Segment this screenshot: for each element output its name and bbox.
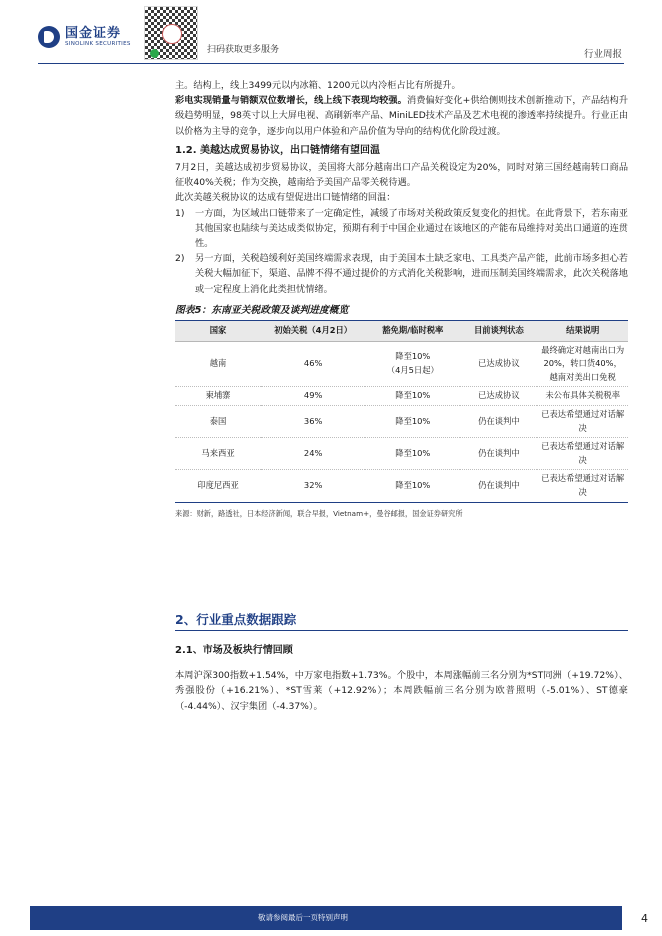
qr-center-logo-icon xyxy=(162,24,182,44)
column-header: 初始关税（4月2日） xyxy=(261,321,365,341)
table-row xyxy=(175,438,628,470)
list-number: 1) xyxy=(175,207,185,219)
list-item xyxy=(175,206,628,252)
cell-status: 已达成协议 xyxy=(460,341,537,387)
logo-text-cn: 国金证券 xyxy=(65,25,122,41)
column-header: 结果说明 xyxy=(537,321,628,341)
cell-country: 马来西亚 xyxy=(175,438,261,470)
paragraph-lead: 彩电实现销量与销额双位数增长，线上线下表现均较强。 xyxy=(175,95,407,107)
cell-status: 已达成协议 xyxy=(460,387,537,406)
cell-result: 已表达希望通过对话解决 xyxy=(537,470,628,502)
cell-status: 仍在谈判中 xyxy=(460,470,537,502)
cell-temp-rate: 降至10% xyxy=(365,406,460,438)
section-heading-2: 2、行业重点数据跟踪 xyxy=(175,612,297,627)
cell-initial-tariff: 46% xyxy=(261,341,365,387)
cell-result: 未公布具体关税税率 xyxy=(537,387,628,406)
cell-temp-rate xyxy=(365,341,460,387)
list-text: 另一方面，关税趋缓利好美国终端需求表现，由于美国本土缺乏家电、工具类产品产能，此前市场多担心若关税大幅加征下，渠道、品牌不得不通过提价的方式消化关税影响，进而压制美国终端需求，此次关税落地或一定程度上消化此类担忧情绪。 xyxy=(195,253,628,295)
paragraph: 此次美越关税协议的达成有望促进出口链情绪的回温： xyxy=(175,192,396,204)
cell-result: 已表达希望通过对话解决 xyxy=(537,438,628,470)
table-row xyxy=(175,406,628,438)
cell-country: 柬埔寨 xyxy=(175,387,261,406)
cell-initial-tariff: 32% xyxy=(261,470,365,502)
table-row xyxy=(175,387,628,406)
tariff-table xyxy=(175,321,628,503)
paragraph xyxy=(175,93,628,139)
report-type-label: 行业周报 xyxy=(583,49,622,60)
cell-result: 最终确定对越南出口为20%，转口货40%，越南对美出口免税 xyxy=(537,341,628,387)
column-header: 国家 xyxy=(175,321,261,341)
section-heading-1-2: 1.2. 美越达成贸易协议，出口链情绪有望回温 xyxy=(175,144,380,156)
page-number: 4 xyxy=(641,912,648,925)
table-row xyxy=(175,341,628,387)
cell-initial-tariff: 36% xyxy=(261,406,365,438)
cell-status: 仍在谈判中 xyxy=(460,438,537,470)
cell-country: 越南 xyxy=(175,341,261,387)
list-text: 一方面，为区域出口链带来了一定确定性，减缓了市场对关税政策反复变化的担忧。在此背景下，若东南亚其他国家也陆续与美达成类似协定，预期有利于中国企业通过在该地区的产能布局维持对美出口通道的连贯性。 xyxy=(195,207,628,250)
page-footer xyxy=(30,906,622,930)
cell-initial-tariff: 24% xyxy=(261,438,365,470)
column-header: 豁免期/临时税率 xyxy=(365,321,460,341)
disclaimer-link[interactable]: 敬请参阅最后一页特别声明 xyxy=(258,913,348,922)
cell-temp-rate: 降至10% xyxy=(365,438,460,470)
paragraph: 主。结构上，线上3499元以内冰箱、1200元以内冷柜占比有所提升。 xyxy=(175,80,461,91)
logo-icon xyxy=(38,26,60,48)
wechat-icon xyxy=(150,49,159,58)
temp-rate-note: （4月5日起） xyxy=(386,365,439,376)
temp-rate: 降至10% xyxy=(395,351,431,362)
cell-status: 仍在谈判中 xyxy=(460,406,537,438)
list-item xyxy=(175,251,628,297)
section-heading-2-1: 2.1、市场及板块行情回顾 xyxy=(175,645,293,656)
figure-source: 来源：财新，路透社，日本经济新闻，联合早报，Vietnam+，曼谷邮报，国金证券研究所 xyxy=(175,508,463,518)
cell-temp-rate: 降至10% xyxy=(365,387,460,406)
cell-initial-tariff: 49% xyxy=(261,387,365,406)
cell-temp-rate: 降至10% xyxy=(365,470,460,502)
scan-prompt: 扫码获取更多服务 xyxy=(207,45,280,55)
company-logo xyxy=(38,26,131,48)
column-header: 目前谈判状态 xyxy=(460,321,537,341)
paragraph: 7月2日，美越达成初步贸易协议，美国将大部分越南出口产品关税设定为20%，同时对第三国经越南转口商品征收40%关税；作为交换，越南给予美国产品零关税待遇。 xyxy=(175,162,628,189)
section-divider xyxy=(175,630,628,631)
main-content xyxy=(175,78,628,521)
table-header-row xyxy=(175,321,628,341)
cell-country: 印度尼西亚 xyxy=(175,470,261,502)
cell-result: 已表达希望通过对话解决 xyxy=(537,406,628,438)
figure-title: 图表5：东南亚关税政策及谈判进度概览 xyxy=(175,303,628,321)
header-divider xyxy=(38,63,624,64)
cell-country: 泰国 xyxy=(175,406,261,438)
table-row xyxy=(175,470,628,502)
list-number: 2) xyxy=(175,253,185,265)
paragraph-text: 消费偏好变化+供给侧则技术创新推动下，产品结构升级趋势明显，98英寸以上大屏电视、高刷新率产品、MiniLED技术产品及艺术电视的渗透率持续提升。行业正由以价格为主导的竞争，逐步向以用户体验和产品价值为导向的结构优化阶段过渡。 xyxy=(175,95,629,137)
paragraph: 本周沪深300指数+1.54%，中万家电指数+1.73%。个股中，本周涨幅前三名分别为*ST同洲（+19.72%）、秀强股份（+16.21%）、*ST雪莱（+12.92%）；本周跌幅前三名分别为欧普照明（-5.01%）、ST德豪（-4.44%）、汉宇集团（-4.37%）。 xyxy=(175,670,628,712)
logo-text-en: SINOLINK SECURITIES xyxy=(65,40,131,47)
page-header xyxy=(0,0,662,66)
